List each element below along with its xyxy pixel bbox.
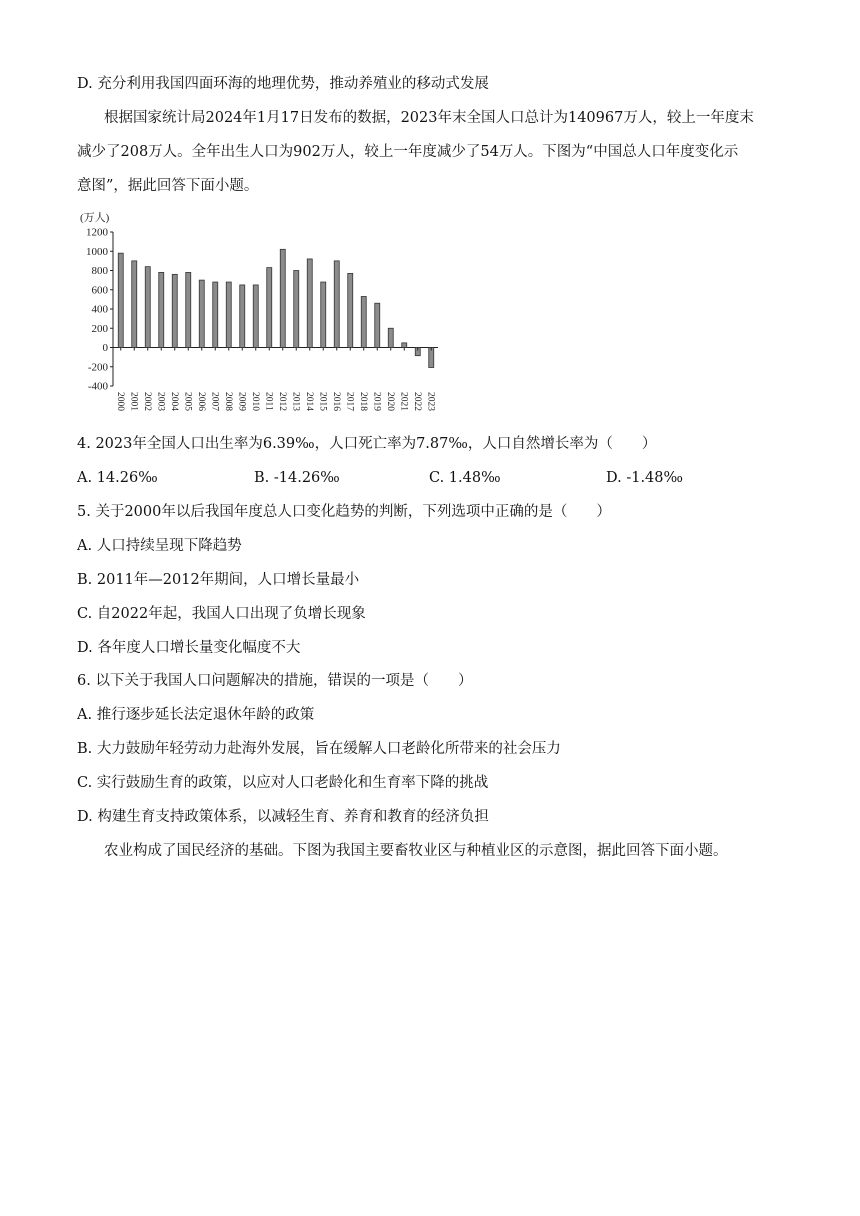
- x-tick-label: 2010: [249, 392, 260, 411]
- bar: [280, 249, 285, 347]
- bar: [240, 285, 245, 348]
- y-axis-unit-label: (万人): [80, 212, 110, 224]
- x-tick-label: 2019: [371, 392, 382, 411]
- x-tick-label: 2000: [114, 392, 125, 411]
- bar: [226, 282, 231, 347]
- bar: [361, 296, 366, 347]
- bar: [375, 303, 380, 347]
- x-tick-label: 2001: [128, 392, 139, 411]
- x-tick-label: 2004: [168, 392, 179, 411]
- passage-1-line-3: 意图”，据此回答下面小题。: [77, 178, 259, 194]
- question-5-stem: 5. 关于2000年以后我国年度总人口变化趋势的判断，下列选项中正确的是（ ）: [77, 504, 611, 520]
- x-tick-label: 2014: [303, 392, 314, 411]
- x-tick-label: 2022: [411, 392, 422, 411]
- bar: [402, 343, 407, 348]
- y-tick-label: 200: [91, 322, 108, 335]
- bar: [348, 273, 353, 347]
- x-tick-label: 2015: [317, 392, 328, 411]
- bar: [186, 272, 191, 347]
- x-tick-label: 2011: [263, 392, 274, 411]
- y-tick-label: -400: [87, 380, 108, 393]
- y-tick-label: 400: [91, 303, 108, 316]
- x-tick-label: 2012: [276, 392, 287, 411]
- passage-1-line-1: 根据国家统计局2024年1月17日发布的数据，2023年末全国人口总计为140967万人，较上一年度末: [104, 110, 754, 126]
- y-tick-label: 0: [102, 342, 108, 354]
- bar: [145, 267, 150, 348]
- bar: [321, 282, 326, 347]
- bar: [267, 268, 272, 348]
- x-tick-label: 2020: [384, 392, 395, 411]
- question-4-stem: 4. 2023年全国人口出生率为6.39‰，人口死亡率为7.87‰，人口自然增长率为（ ）: [77, 436, 657, 452]
- question-5-option-b: B. 2011年—2012年期间，人口增长量最小: [77, 572, 360, 588]
- question-4-option-c: C. 1.48‰: [429, 470, 501, 486]
- previous-option-d: D. 充分利用我国四面环海的地理优势，推动养殖业的移动式发展: [77, 76, 489, 92]
- bar: [388, 328, 393, 347]
- x-tick-label: 2005: [182, 392, 193, 411]
- passage-1-line-2: 减少了208万人。全年出生人口为902万人，较上一年度减少了54万人。下图为“中国总人口年度变化示: [77, 144, 739, 160]
- bar: [429, 348, 434, 368]
- bar: [334, 261, 339, 348]
- question-4-option-a: A. 14.26‰: [77, 470, 158, 486]
- x-tick-label: 2006: [195, 392, 206, 411]
- question-5-option-c: C. 自2022年起，我国人口出现了负增长现象: [77, 606, 366, 622]
- x-tick-label: 2018: [357, 392, 368, 411]
- bar: [294, 271, 299, 348]
- bar: [159, 272, 164, 347]
- y-tick-label: 800: [91, 265, 108, 277]
- x-tick-label: 2003: [155, 392, 166, 411]
- question-6-stem: 6. 以下关于我国人口问题解决的措施，错误的一项是（ ）: [77, 673, 473, 689]
- bar: [118, 253, 123, 347]
- question-6-option-b: B. 大力鼓励年轻劳动力赴海外发展，旨在缓解人口老龄化所带来的社会压力: [77, 741, 561, 757]
- y-tick-label: -200: [87, 361, 108, 374]
- bar: [213, 282, 218, 347]
- question-4-option-d: D. -1.48‰: [606, 470, 683, 486]
- passage-2: 农业构成了国民经济的基础。下图为我国主要畜牧业区与种植业区的示意图，据此回答下面小题。: [104, 843, 728, 859]
- bar: [199, 280, 204, 347]
- x-tick-label: 2017: [344, 392, 355, 411]
- x-tick-label: 2007: [209, 392, 220, 411]
- x-tick-label: 2002: [141, 392, 152, 411]
- bar: [132, 261, 137, 348]
- x-tick-label: 2013: [290, 392, 301, 411]
- question-4-option-b: B. -14.26‰: [254, 470, 340, 486]
- y-tick-label: 1000: [86, 245, 108, 258]
- question-5-option-a: A. 人口持续呈现下降趋势: [77, 538, 242, 554]
- bar: [172, 274, 177, 347]
- x-tick-label: 2009: [236, 392, 247, 411]
- question-6-option-a: A. 推行逐步延长法定退休年龄的政策: [77, 707, 315, 723]
- question-6-option-c: C. 实行鼓励生育的政策，以应对人口老龄化和生育率下降的挑战: [77, 775, 489, 791]
- question-5-option-d: D. 各年度人口增长量变化幅度不大: [77, 640, 301, 656]
- x-tick-label: 2023: [425, 392, 436, 411]
- x-tick-label: 2008: [222, 392, 233, 411]
- y-tick-label: 600: [91, 284, 108, 297]
- population-change-chart: [72, 208, 452, 420]
- bar: [307, 259, 312, 348]
- question-6-option-d: D. 构建生育支持政策体系，以减轻生育、养育和教育的经济负担: [77, 809, 489, 825]
- y-tick-label: 1200: [86, 226, 108, 239]
- x-tick-label: 2021: [398, 392, 409, 411]
- bar: [253, 285, 258, 348]
- x-tick-label: 2016: [330, 392, 341, 411]
